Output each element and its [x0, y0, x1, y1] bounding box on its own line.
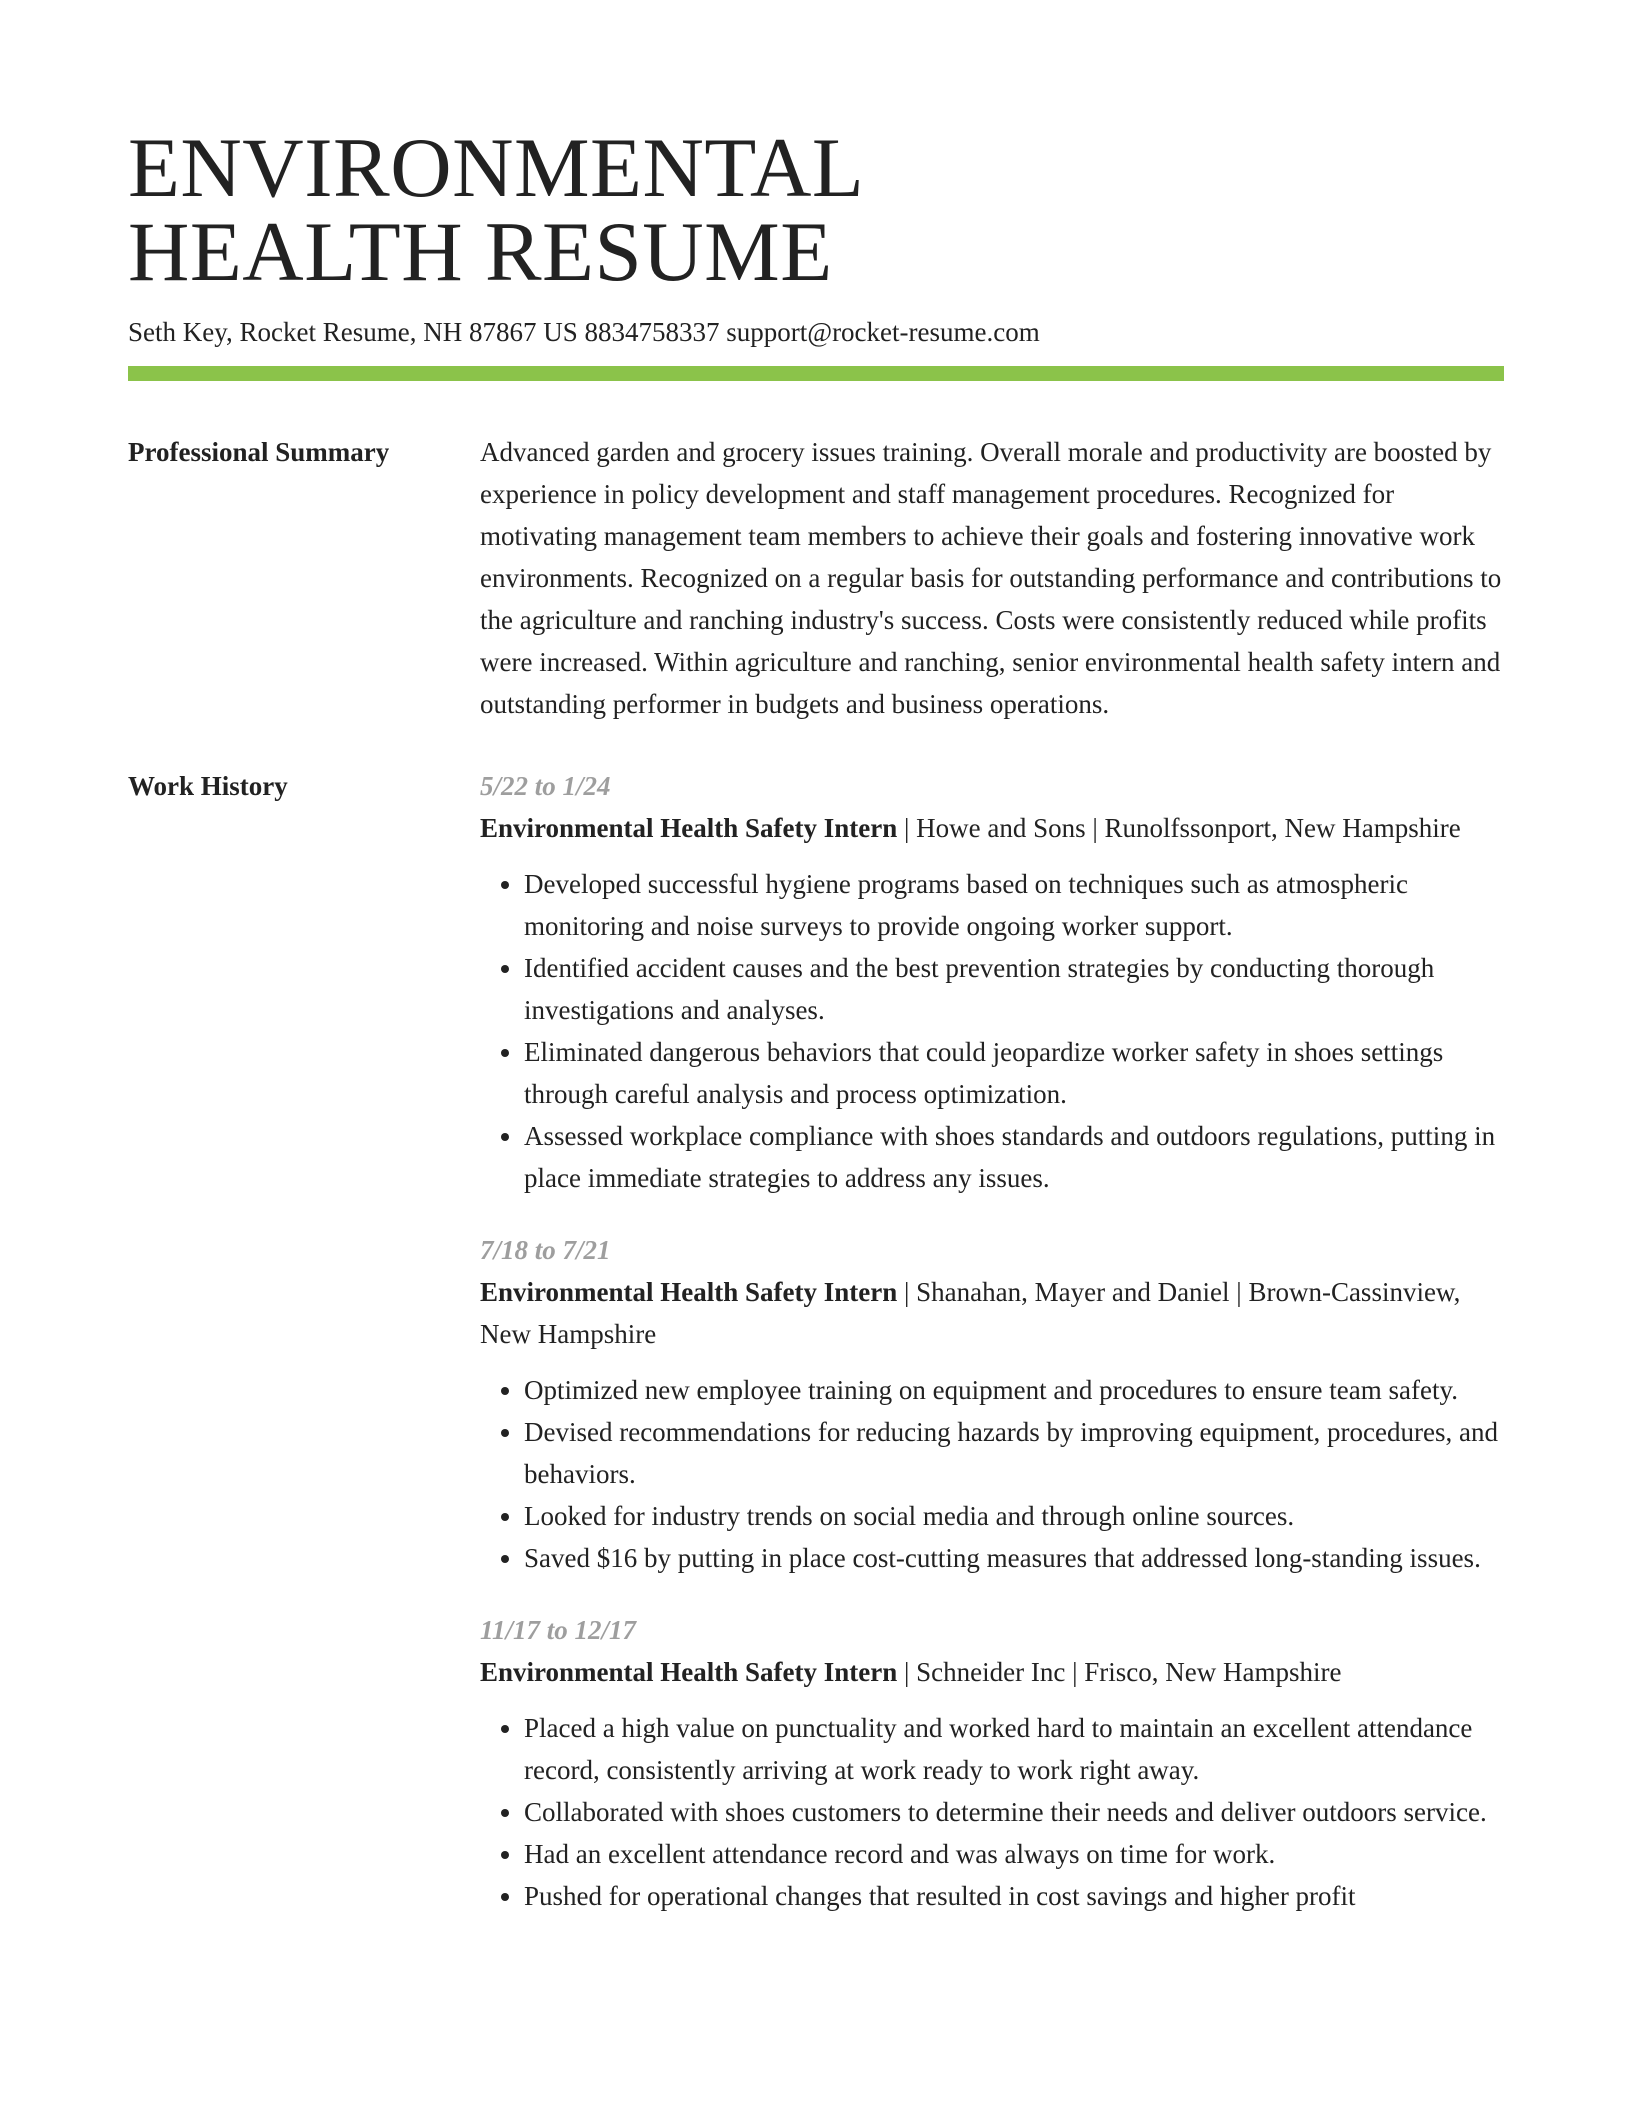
job-bullet: • Eliminated dangerous behaviors that could jeopardize worker safety in shoes settings through careful analysis and process optimization.: [524, 1031, 1504, 1115]
job-bullet: • Collaborated with shoes customers to determine their needs and deliver outdoors service.: [524, 1791, 1504, 1833]
job-dates: 7/18 to 7/21: [480, 1235, 611, 1265]
job-bullet: • Developed successful hygiene programs based on techniques such as atmospheric monitoring and noise surveys to provide ongoing worker support.: [524, 863, 1504, 947]
job-bullet: • Had an excellent attendance record and was always on time for work.: [524, 1833, 1504, 1875]
job-heading: [480, 807, 1504, 849]
professional-summary-section: [128, 431, 1504, 725]
job-title: Environmental Health Safety Intern: [480, 813, 898, 843]
job-bullet: • Pushed for operational changes that resulted in cost savings and higher profit: [524, 1875, 1504, 1917]
title-line-1: ENVIRONMENTAL: [128, 121, 865, 215]
job-heading: [480, 1271, 1504, 1355]
job-heading: [480, 1651, 1504, 1693]
work-history-section: [128, 765, 1504, 1947]
title-line-2: HEALTH RESUME: [128, 205, 833, 299]
job-dates: 5/22 to 1/24: [480, 771, 611, 801]
job-bullet: • Identified accident causes and the best prevention strategies by conducting thorough investigations and analyses.: [524, 947, 1504, 1031]
job-bullet: • Placed a high value on punctuality and worked hard to maintain an excellent attendance record, consistently arriving at work ready to work right away.: [524, 1707, 1504, 1791]
job-details: | Schneider Inc | Frisco, New Hampshire: [897, 1657, 1342, 1687]
job-title: Environmental Health Safety Intern: [480, 1277, 898, 1307]
job-dates: 11/17 to 12/17: [480, 1615, 637, 1645]
section-label-summary: Professional Summary: [128, 437, 390, 467]
job-bullet: • Saved $16 by putting in place cost-cutting measures that addressed long-standing issues.: [524, 1537, 1504, 1579]
job-bullets: [480, 863, 1504, 1199]
accent-divider: [128, 366, 1504, 381]
resume-title: [128, 121, 1504, 299]
job-title: Environmental Health Safety Intern: [480, 1657, 898, 1687]
work-history-body: [480, 765, 1504, 1947]
summary-text: Advanced garden and grocery issues training. Overall morale and productivity are boosted by experience in policy development and staff management procedures. Recognized for motivating management team members to achieve their goals and fostering innovative work environments. Recognized on a regular basis for outstanding performance and contributions to the agriculture and ranching industry's success. Costs were consistently reduced while profits were increased. Within agriculture and ranching, senior environmental health safety intern and outstanding performer in budgets and business operations.: [480, 437, 1502, 719]
resume-page: [128, 121, 1504, 1947]
job-bullet: • Looked for industry trends on social media and through online sources.: [524, 1495, 1504, 1537]
job-details: | Shanahan, Mayer and Daniel | Brown-Cassinview, New Hampshire: [480, 1277, 1461, 1349]
job-entry: [480, 1609, 1504, 1917]
job-entry: [480, 1229, 1504, 1579]
job-bullets: [480, 1369, 1504, 1579]
job-bullets: [480, 1707, 1504, 1917]
job-details: | Howe and Sons | Runolfssonport, New Hampshire: [897, 813, 1461, 843]
job-bullet: • Assessed workplace compliance with shoes standards and outdoors regulations, putting in place immediate strategies to address any issues.: [524, 1115, 1504, 1199]
job-entry: [480, 765, 1504, 1199]
job-bullet: • Optimized new employee training on equipment and procedures to ensure team safety.: [524, 1369, 1504, 1411]
job-bullet: • Devised recommendations for reducing hazards by improving equipment, procedures, and behaviors.: [524, 1411, 1504, 1495]
contact-line: Seth Key, Rocket Resume, NH 87867 US 8834758337 support@rocket-resume.com: [128, 317, 1040, 347]
section-label-work: Work History: [128, 771, 288, 801]
summary-body: [480, 431, 1504, 725]
